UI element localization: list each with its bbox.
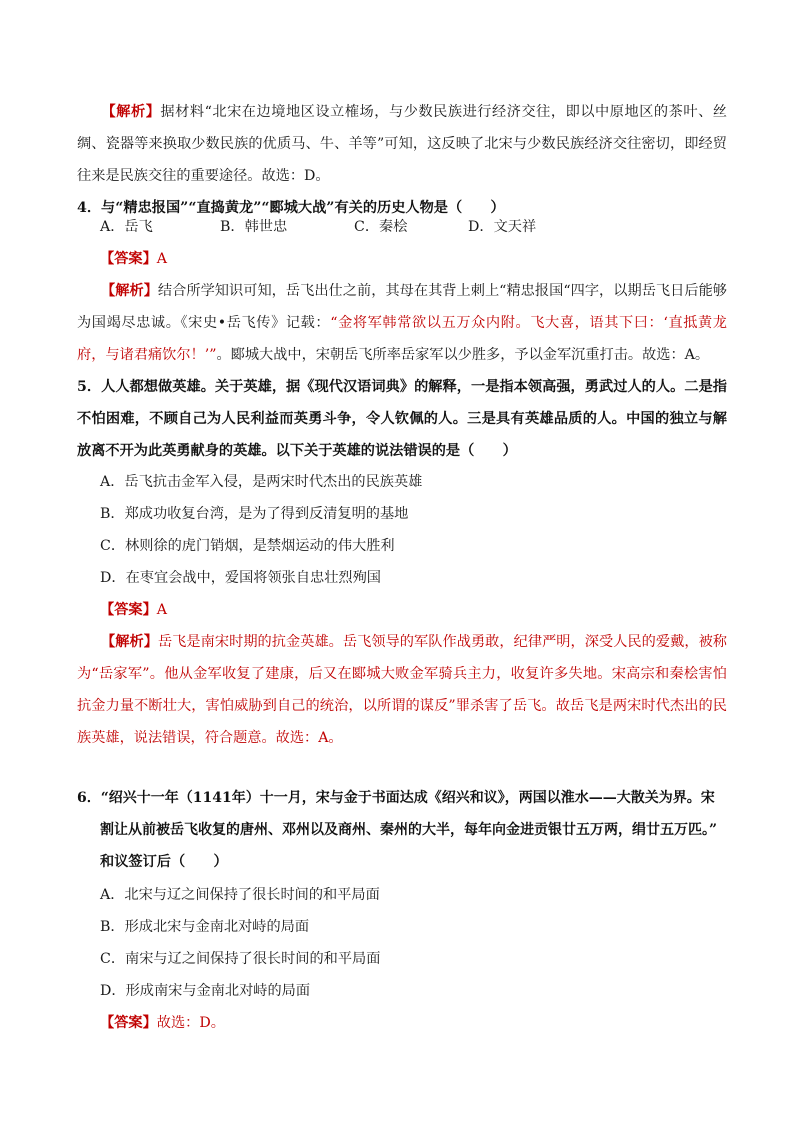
analysis-text: 据材料“北宋在边境地区设立榷场，与少数民族进行经济交往，即以中原地区的茶叶、丝绸、瓷器等来换取少数民族的优质马、牛、羊等”可知，这反映了北宋与少数民族经济交往密切，即经贸往来是民族交往的重要途径。故选：D。 bbox=[77, 104, 727, 184]
question-5-option-a: A．岳飞抗击金军入侵，是两宋时代杰出的民族英雄 bbox=[100, 474, 423, 490]
analysis-paragraph-q3 bbox=[77, 96, 727, 192]
analysis-paragraph-q5 bbox=[77, 626, 727, 754]
question-4-stem: 4．与“精忠报国”“直捣黄龙”“郾城大战”有关的历史人物是（ ） bbox=[77, 200, 505, 216]
answer-label: 【答案】 bbox=[100, 251, 157, 267]
answer-label: 【答案】 bbox=[100, 1015, 157, 1031]
answer-value: A bbox=[156, 602, 168, 618]
answer-q6 bbox=[100, 1007, 225, 1039]
question-6-option-b: B．形成北宋与金南北对峙的局面 bbox=[100, 919, 310, 935]
question-6-option-c: C．南宋与辽之间保持了很长时间的和平局面 bbox=[100, 951, 381, 967]
answer-value: 故选：D。 bbox=[156, 1015, 225, 1031]
answer-q4 bbox=[100, 243, 167, 275]
answer-value: A bbox=[156, 251, 168, 267]
question-6-stem-line1: 6．“绍兴十一年（1141年）十一月，宋与金于书面达成《绍兴和议》，两国以淮水——大散关为界。宋 bbox=[77, 790, 715, 806]
option-b: B．韩世忠 bbox=[220, 219, 288, 235]
analysis-label: 【解析】 bbox=[101, 104, 161, 120]
answer-q5 bbox=[100, 594, 167, 626]
analysis-text-part2: 。郾城大战中，宋朝岳飞所率岳家军以少胜多，予以金军沉重打击。故选：A。 bbox=[216, 347, 710, 363]
analysis-label: 【解析】 bbox=[101, 283, 158, 299]
analysis-text-part1: 结合所学知识可知，岳飞出仕之前，其母在其背上刺上“精忠报国“四字，以期岳飞日后能够为国竭尽忠诚。《宋史•岳飞传》记载： bbox=[77, 283, 727, 331]
question-6-option-a: A．北宋与辽之间保持了很长时间的和平局面 bbox=[100, 887, 380, 903]
answer-label: 【答案】 bbox=[100, 602, 157, 618]
option-d: D．文天祥 bbox=[468, 219, 537, 235]
question-6-option-d: D．形成南宋与金南北对峙的局面 bbox=[100, 983, 311, 999]
question-5-option-b: B．郑成功收复台湾，是为了得到反清复明的基地 bbox=[100, 506, 409, 522]
analysis-quote: “金将军韩常欲以五万众内附。飞大喜，语其下曰：‘直抵黄龙府，与诸君痛饮尔！’” bbox=[77, 315, 727, 363]
question-6-stem-line3: 和议签订后（ ） bbox=[100, 854, 228, 870]
analysis-label: 【解析】 bbox=[101, 634, 158, 650]
question-6-stem-line2: 割让从前被岳飞收复的唐州、邓州以及商州、秦州的大半，每年向金进贡银廿五万两，绢廿五万匹。” bbox=[100, 822, 718, 838]
question-5-stem: 5．人人都想做英雄。关于英雄，据《现代汉语词典》的解释，一是指本领高强，勇武过人的人。二是指不怕困难，不顾自己为人民利益而英勇斗争，令人钦佩的人。三是具有英雄品质的人。中国的独立与解放离不开为此英勇献身的英雄。以下关于英雄的说法错误的是（ ） bbox=[77, 379, 727, 459]
analysis-text: 岳飞是南宋时期的抗金英雄。岳飞领导的军队作战勇敢，纪律严明，深受人民的爱戴，被称为“岳家军”。他从金军收复了建康，后又在郾城大败金军骑兵主力，收复许多失地。宋高宗和秦桧害怕抗金力量不断壮大，害怕威胁到自己的统治，以所谓的谋反”罪杀害了岳飞。故岳飞是两宋时代杰出的民族英雄，说法错误，符合题意。故选：A。 bbox=[77, 634, 727, 746]
option-a: A．岳飞 bbox=[100, 219, 153, 235]
question-5-option-c: C．林则徐的虎门销烟，是禁烟运动的伟大胜利 bbox=[100, 538, 395, 554]
question-4-options bbox=[100, 211, 536, 243]
question-5-option-d: D．在枣宜会战中，爱国将领张自忠壮烈殉国 bbox=[100, 570, 381, 586]
option-c: C．秦桧 bbox=[354, 219, 408, 235]
analysis-paragraph-q4 bbox=[77, 275, 727, 371]
